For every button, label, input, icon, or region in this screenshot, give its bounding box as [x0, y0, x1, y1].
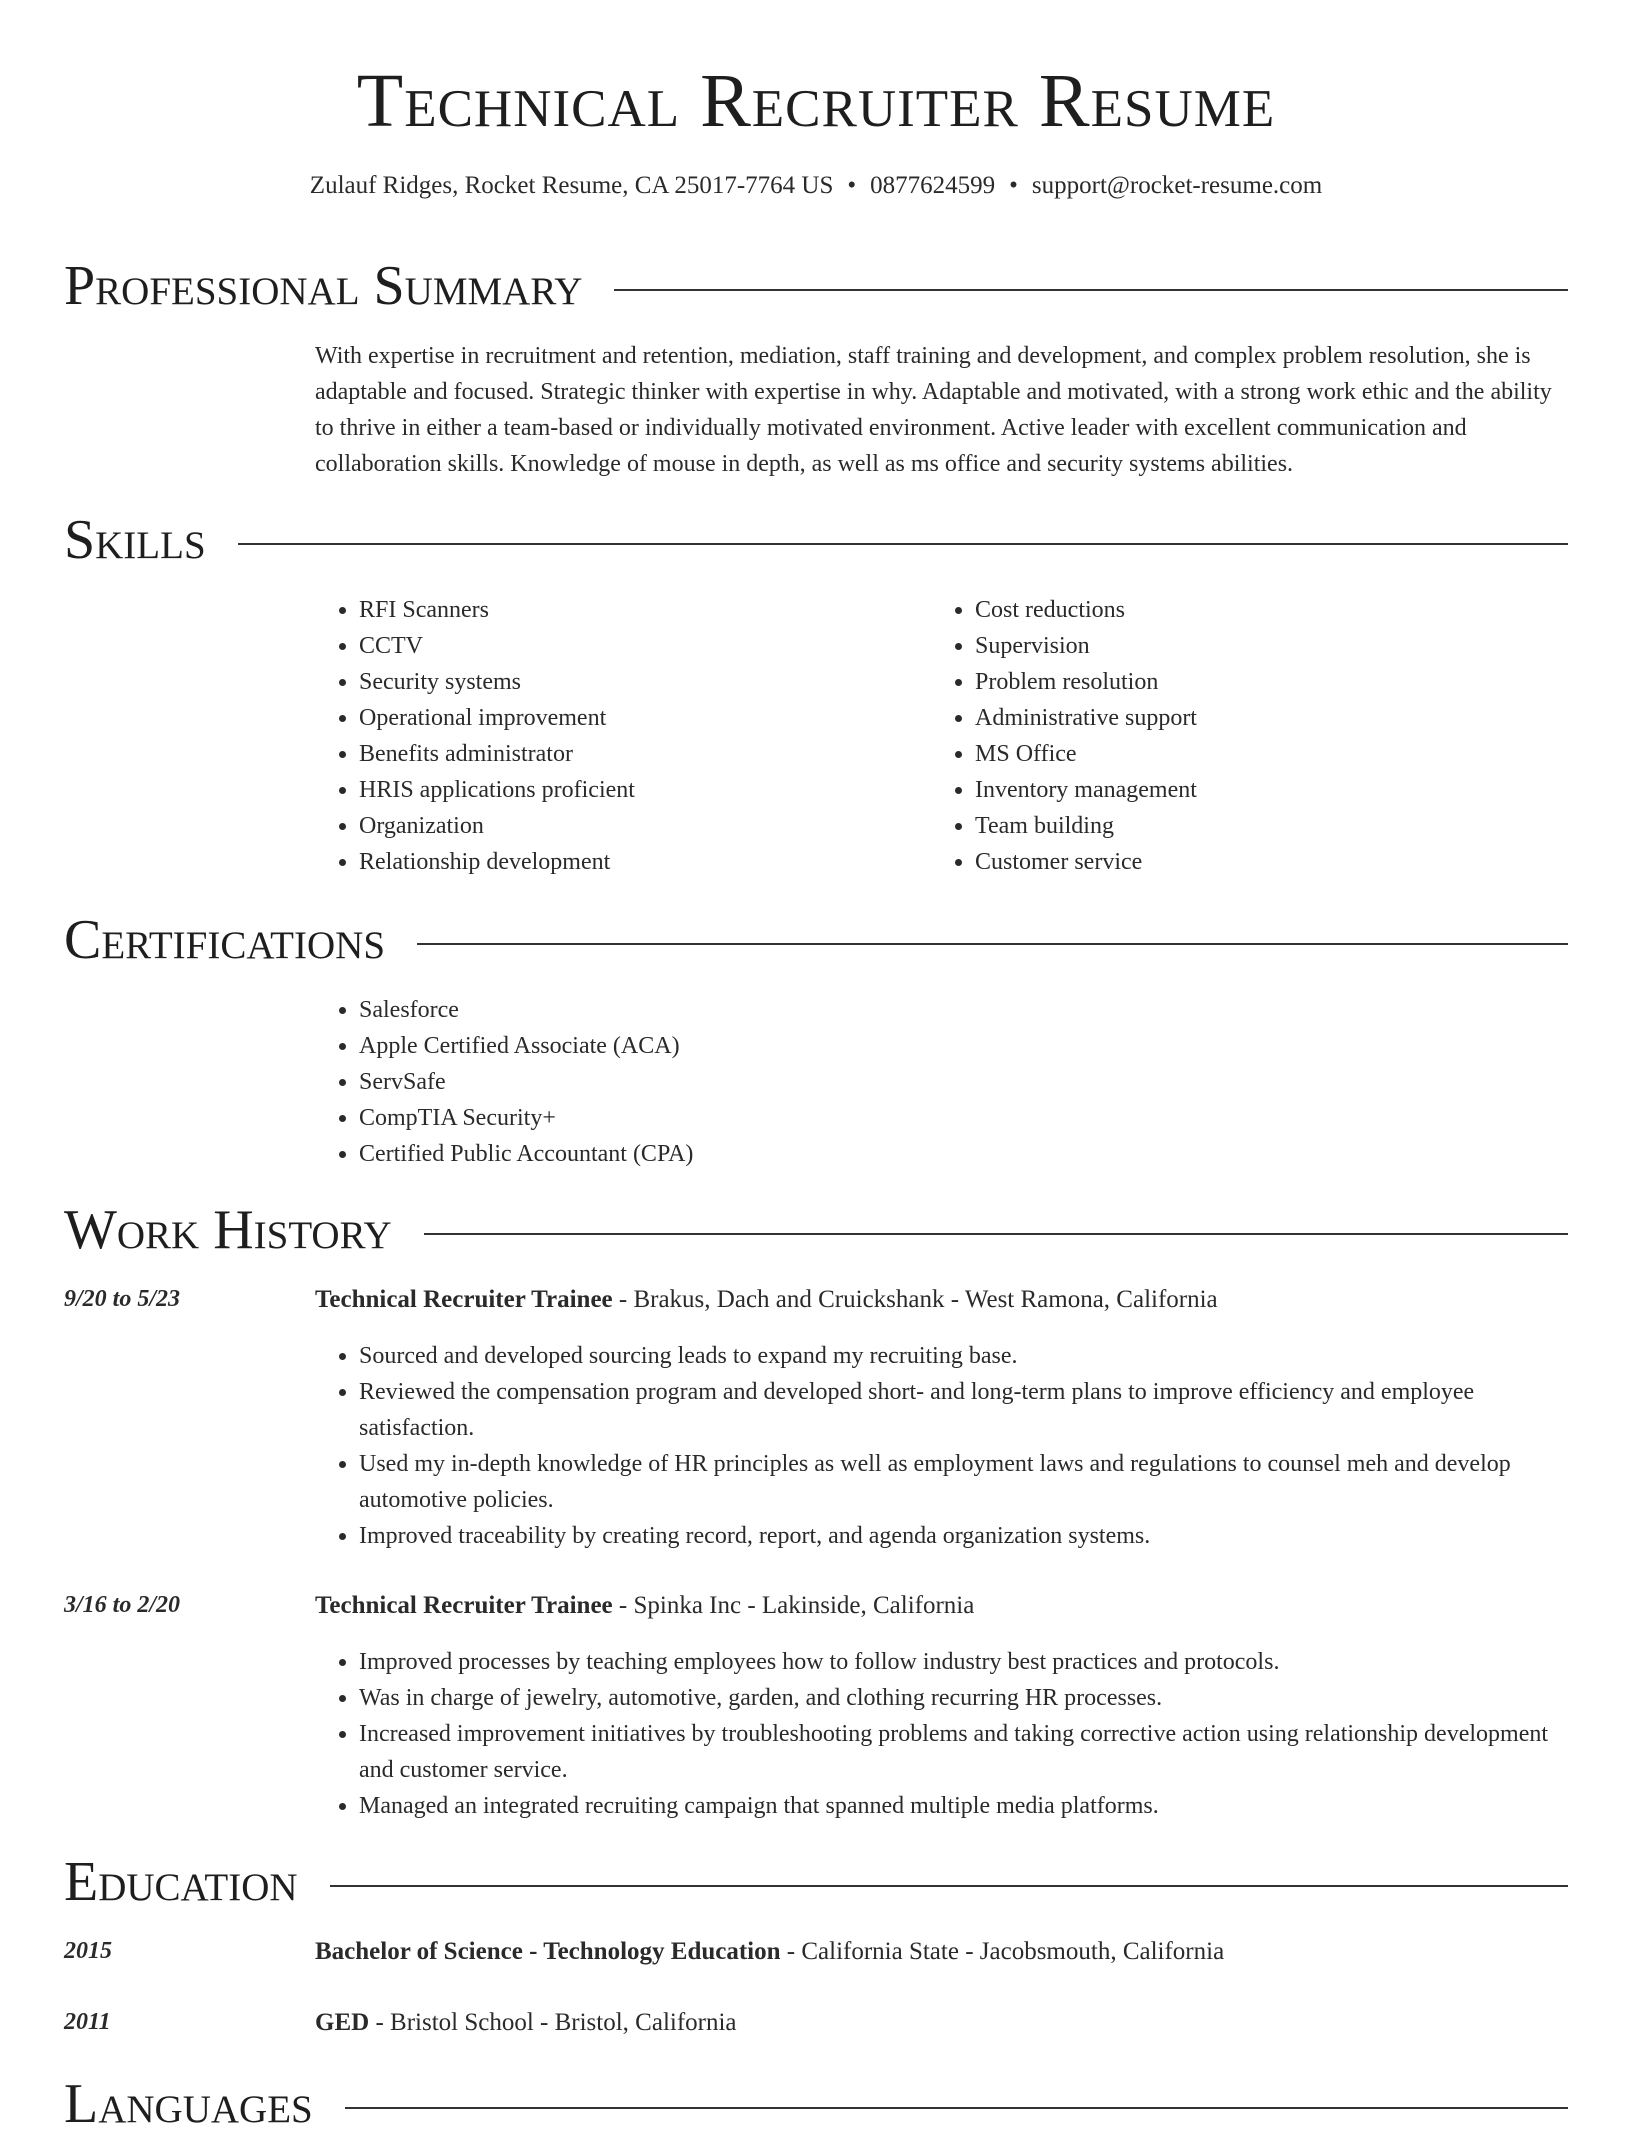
skill-item: • Inventory management — [975, 772, 1197, 808]
section-divider — [614, 289, 1568, 291]
contact-phone: 0877624599 — [870, 172, 996, 199]
section-title-certifications: Certifications — [64, 909, 386, 971]
job-bullet: • Improved traceability by creating record, report, and agenda organization systems. — [359, 1518, 1568, 1554]
contact-address: Zulauf Ridges, Rocket Resume, CA 25017-7764 US — [309, 172, 834, 199]
skill-item: • CCTV — [359, 628, 635, 664]
job-employer-location: - Brakus, Dach and Cruickshank - West Ramona, California — [612, 1286, 1218, 1313]
education-degree: GED — [315, 2009, 370, 2036]
section-header-summary — [64, 255, 1568, 317]
section-title-education: Education — [64, 1851, 298, 1913]
skill-item: • Security systems — [359, 664, 635, 700]
job-heading — [315, 1286, 1218, 1314]
section-header-work-history — [64, 1199, 1568, 1261]
education-entry — [315, 2009, 737, 2037]
education-entry — [315, 1938, 1224, 1966]
skill-item: • MS Office — [975, 736, 1197, 772]
certification-item: • Certified Public Accountant (CPA) — [359, 1136, 693, 1172]
skill-item: • Relationship development — [359, 844, 635, 880]
section-divider — [424, 1233, 1568, 1235]
skill-item: • Cost reductions — [975, 592, 1197, 628]
skill-item: • Operational improvement — [359, 700, 635, 736]
section-divider — [330, 1885, 1568, 1887]
section-header-languages — [64, 2073, 1568, 2135]
skill-item: • Supervision — [975, 628, 1197, 664]
summary-text: With expertise in recruitment and retention, mediation, staff training and development, and complex problem resolution, she is adaptable and focused. Strategic thinker with expertise in why. Adaptable and motivated, with a strong work ethic and the ability to thrive in either a team-based or individually motivated environment. Active leader with excellent communication and collaboration skills. Knowledge of mouse in depth, as well as ms office and security systems abilities. — [315, 343, 1552, 477]
section-title-languages: Languages — [64, 2073, 313, 2135]
job-bullet: • Was in charge of jewelry, automotive, garden, and clothing recurring HR processes. — [359, 1680, 1568, 1716]
job-bullet: • Reviewed the compensation program and developed short- and long-term plans to improve efficiency and employee satisfaction. — [359, 1374, 1568, 1446]
section-header-skills — [64, 509, 1568, 571]
contact-separator: • — [1009, 172, 1018, 199]
skill-item: • Organization — [359, 808, 635, 844]
job-bullets — [315, 1338, 1568, 1554]
job-bullet: • Improved processes by teaching employees how to follow industry best practices and protocols. — [359, 1644, 1568, 1680]
education-degree: Bachelor of Science - Technology Education — [315, 1938, 781, 1965]
contact-email: support@rocket-resume.com — [1031, 172, 1323, 199]
section-divider — [345, 2107, 1568, 2109]
job-title: Technical Recruiter Trainee — [315, 1592, 613, 1619]
certification-item: • ServSafe — [359, 1064, 693, 1100]
certification-item: • CompTIA Security+ — [359, 1100, 693, 1136]
education-year: 2015 — [64, 1938, 112, 1964]
job-title: Technical Recruiter Trainee — [315, 1286, 613, 1313]
job-bullet: • Managed an integrated recruiting campaign that spanned multiple media platforms. — [359, 1788, 1568, 1824]
skill-item: • Benefits administrator — [359, 736, 635, 772]
job-bullet: • Used my in-depth knowledge of HR principles as well as employment laws and regulations to counsel meh and develop automotive policies. — [359, 1446, 1568, 1518]
contact-separator: • — [847, 172, 857, 199]
education-school-location: - California State - Jacobsmouth, California — [780, 1938, 1225, 1965]
section-title-summary: Professional Summary — [64, 255, 583, 317]
skills-column-left — [315, 592, 635, 880]
skill-item: • HRIS applications proficient — [359, 772, 635, 808]
section-title-work-history: Work History — [64, 1199, 392, 1261]
skills-column-right — [931, 592, 1197, 880]
contact-line — [0, 172, 1632, 200]
job-dates: 3/16 to 2/20 — [64, 1592, 181, 1618]
certification-item: • Apple Certified Associate (ACA) — [359, 1028, 693, 1064]
skill-item: • Team building — [975, 808, 1197, 844]
skill-item: • Administrative support — [975, 700, 1197, 736]
section-divider — [238, 543, 1568, 545]
job-bullet: • Sourced and developed sourcing leads to expand my recruiting base. — [359, 1338, 1568, 1374]
education-school-location: - Bristol School - Bristol, California — [369, 2009, 737, 2036]
section-header-certifications — [64, 909, 1568, 971]
certification-item: • Salesforce — [359, 992, 693, 1028]
skill-item: • Problem resolution — [975, 664, 1197, 700]
job-bullets — [315, 1644, 1568, 1824]
job-heading — [315, 1592, 974, 1620]
section-divider — [417, 943, 1568, 945]
certifications-list — [315, 992, 693, 1172]
job-bullet: • Increased improvement initiatives by troubleshooting problems and taking corrective action using relationship development and customer service. — [359, 1716, 1568, 1788]
job-employer-location: - Spinka Inc - Lakinside, California — [612, 1592, 975, 1619]
skill-item: • RFI Scanners — [359, 592, 635, 628]
section-title-skills: Skills — [64, 509, 206, 571]
skill-item: • Customer service — [975, 844, 1197, 880]
resume-title: Technical Recruiter Resume — [356, 59, 1276, 143]
section-header-education — [64, 1851, 1568, 1913]
job-dates: 9/20 to 5/23 — [64, 1286, 181, 1312]
education-year: 2011 — [64, 2009, 111, 2035]
